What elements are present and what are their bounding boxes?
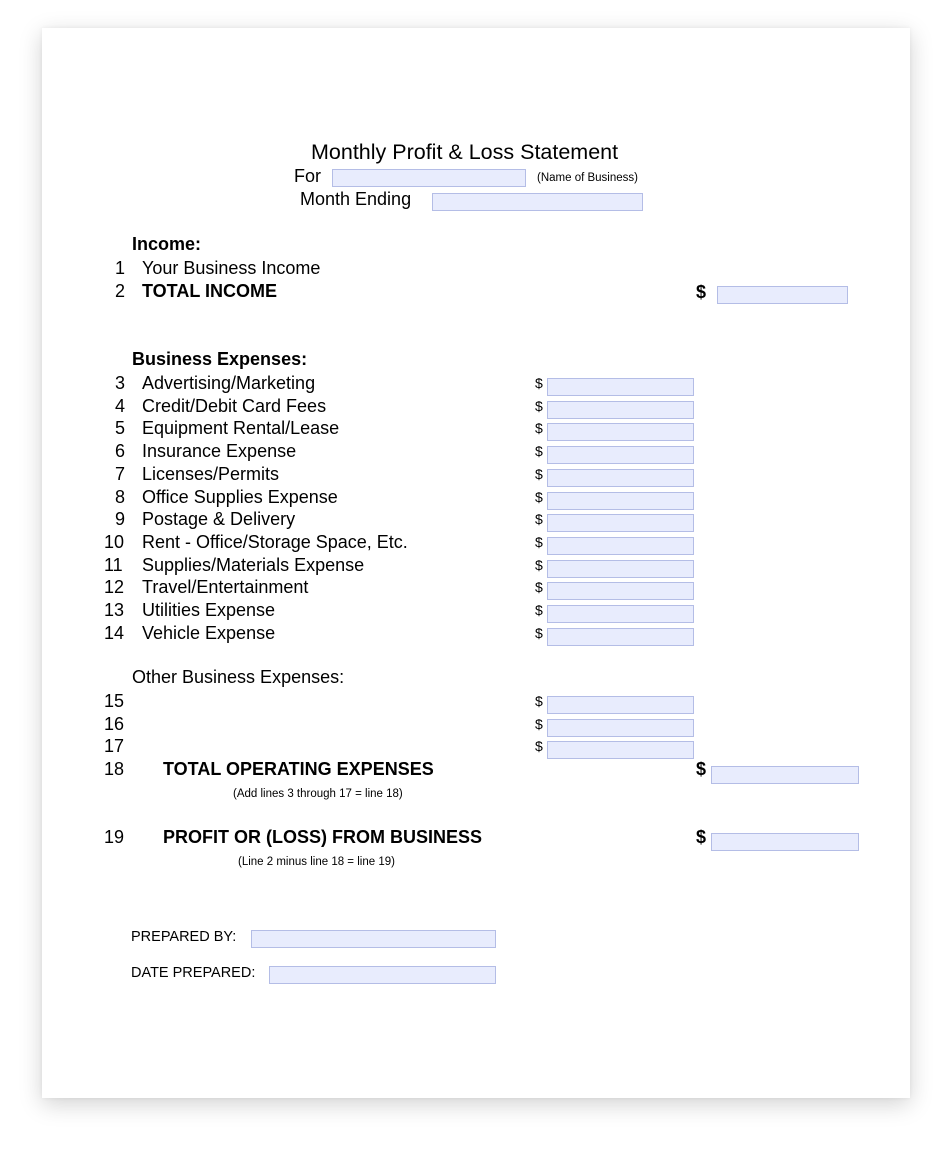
expense-amount-field[interactable] xyxy=(547,378,694,396)
line-number: 5 xyxy=(115,418,126,439)
expense-line-label: Insurance Expense xyxy=(142,441,297,462)
currency-symbol: $ xyxy=(535,602,543,618)
line-number: 3 xyxy=(115,373,126,393)
date-prepared-label: DATE PREPARED: xyxy=(131,965,256,981)
currency-symbol: $ xyxy=(535,511,543,528)
prepared-by-field[interactable] xyxy=(251,930,496,948)
other-expense-amount-field[interactable] xyxy=(547,719,694,737)
income-line-label: Your Business Income xyxy=(142,258,321,278)
expense-amount-field[interactable] xyxy=(547,537,694,555)
page-title: Monthly Profit & Loss Statement xyxy=(311,140,619,164)
line-number: 10 xyxy=(104,531,125,552)
for-label: For xyxy=(294,166,321,186)
expense-line-label: Postage & Delivery xyxy=(142,509,296,530)
currency-symbol: $ xyxy=(535,443,543,460)
month-ending-label: Month Ending xyxy=(300,189,412,209)
expense-amount-field[interactable] xyxy=(547,446,694,464)
expense-line-label: Equipment Rental/Lease xyxy=(142,418,340,439)
profit-loss-label: PROFIT OR (LOSS) FROM BUSINESS xyxy=(163,827,483,847)
line-number: 4 xyxy=(115,395,126,416)
line-number: 19 xyxy=(104,827,125,847)
profit-loss-field[interactable] xyxy=(711,833,859,851)
expense-line-label: Vehicle Expense xyxy=(142,622,276,643)
line-number: 14 xyxy=(104,622,125,643)
currency-symbol: $ xyxy=(535,556,543,573)
expense-line-label: Supplies/Materials Expense xyxy=(142,554,365,575)
line-number: 17 xyxy=(104,736,125,757)
line-number: 9 xyxy=(115,509,126,530)
total-operating-field[interactable] xyxy=(711,766,859,784)
currency-symbol: $ xyxy=(696,282,707,302)
total-operating-label: TOTAL OPERATING EXPENSES xyxy=(163,759,434,779)
line-number: 7 xyxy=(115,463,126,484)
currency-symbol: $ xyxy=(535,624,543,641)
expense-amount-field[interactable] xyxy=(547,605,694,623)
line-number: 16 xyxy=(104,713,125,734)
line-number: 11 xyxy=(104,554,123,575)
line-number: 18 xyxy=(104,759,125,779)
expense-line-label: Travel/Entertainment xyxy=(142,577,309,598)
line-number: 13 xyxy=(104,600,125,620)
business-name-field[interactable] xyxy=(332,169,526,187)
total-operating-note: (Add lines 3 through 17 = line 18) xyxy=(233,788,403,800)
profit-loss-note: (Line 2 minus line 18 = line 19) xyxy=(238,856,395,868)
line-number: 1 xyxy=(115,258,126,278)
expense-line-label: Rent - Office/Storage Space, Etc. xyxy=(142,531,408,552)
expense-line-label: Advertising/Marketing xyxy=(142,373,316,393)
expense-line-label: Credit/Debit Card Fees xyxy=(142,395,327,416)
currency-symbol: $ xyxy=(535,693,543,709)
currency-symbol: $ xyxy=(535,397,543,414)
line-number: 2 xyxy=(115,281,126,301)
expense-amount-field[interactable] xyxy=(547,492,694,510)
income-heading: Income: xyxy=(132,234,202,254)
currency-symbol: $ xyxy=(535,533,543,550)
expense-line-label: Utilities Expense xyxy=(142,600,276,620)
expense-amount-field[interactable] xyxy=(547,582,694,600)
currency-symbol: $ xyxy=(535,579,543,596)
other-expense-amount-field[interactable] xyxy=(547,696,694,714)
expense-amount-field[interactable] xyxy=(547,401,694,419)
date-prepared-field[interactable] xyxy=(269,966,496,984)
expense-line-label: Office Supplies Expense xyxy=(142,486,338,507)
line-number: 8 xyxy=(115,486,126,507)
prepared-by-label: PREPARED BY: xyxy=(131,929,237,945)
line-number: 6 xyxy=(115,441,126,462)
line-number: 12 xyxy=(104,577,125,598)
other-expenses-heading: Other Business Expenses: xyxy=(132,667,345,687)
total-income-field[interactable] xyxy=(717,286,848,304)
month-ending-field[interactable] xyxy=(432,193,643,211)
currency-symbol: $ xyxy=(535,420,543,437)
currency-symbol: $ xyxy=(535,738,543,755)
currency-symbol: $ xyxy=(535,465,543,482)
currency-symbol: $ xyxy=(696,759,707,779)
document-page xyxy=(42,28,910,1098)
currency-symbol: $ xyxy=(696,827,707,847)
currency-symbol: $ xyxy=(535,715,543,732)
expenses-heading: Business Expenses: xyxy=(132,349,308,369)
currency-symbol: $ xyxy=(535,488,543,505)
expense-line-label: Licenses/Permits xyxy=(142,463,280,484)
expense-amount-field[interactable] xyxy=(547,423,694,441)
currency-symbol: $ xyxy=(535,375,543,391)
business-name-hint: (Name of Business) xyxy=(537,172,638,184)
total-income-label: TOTAL INCOME xyxy=(142,281,277,301)
expense-amount-field[interactable] xyxy=(547,514,694,532)
expense-amount-field[interactable] xyxy=(547,560,694,578)
expense-amount-field[interactable] xyxy=(547,628,694,646)
other-expense-amount-field[interactable] xyxy=(547,741,694,759)
expense-amount-field[interactable] xyxy=(547,469,694,487)
line-number: 15 xyxy=(104,691,125,711)
